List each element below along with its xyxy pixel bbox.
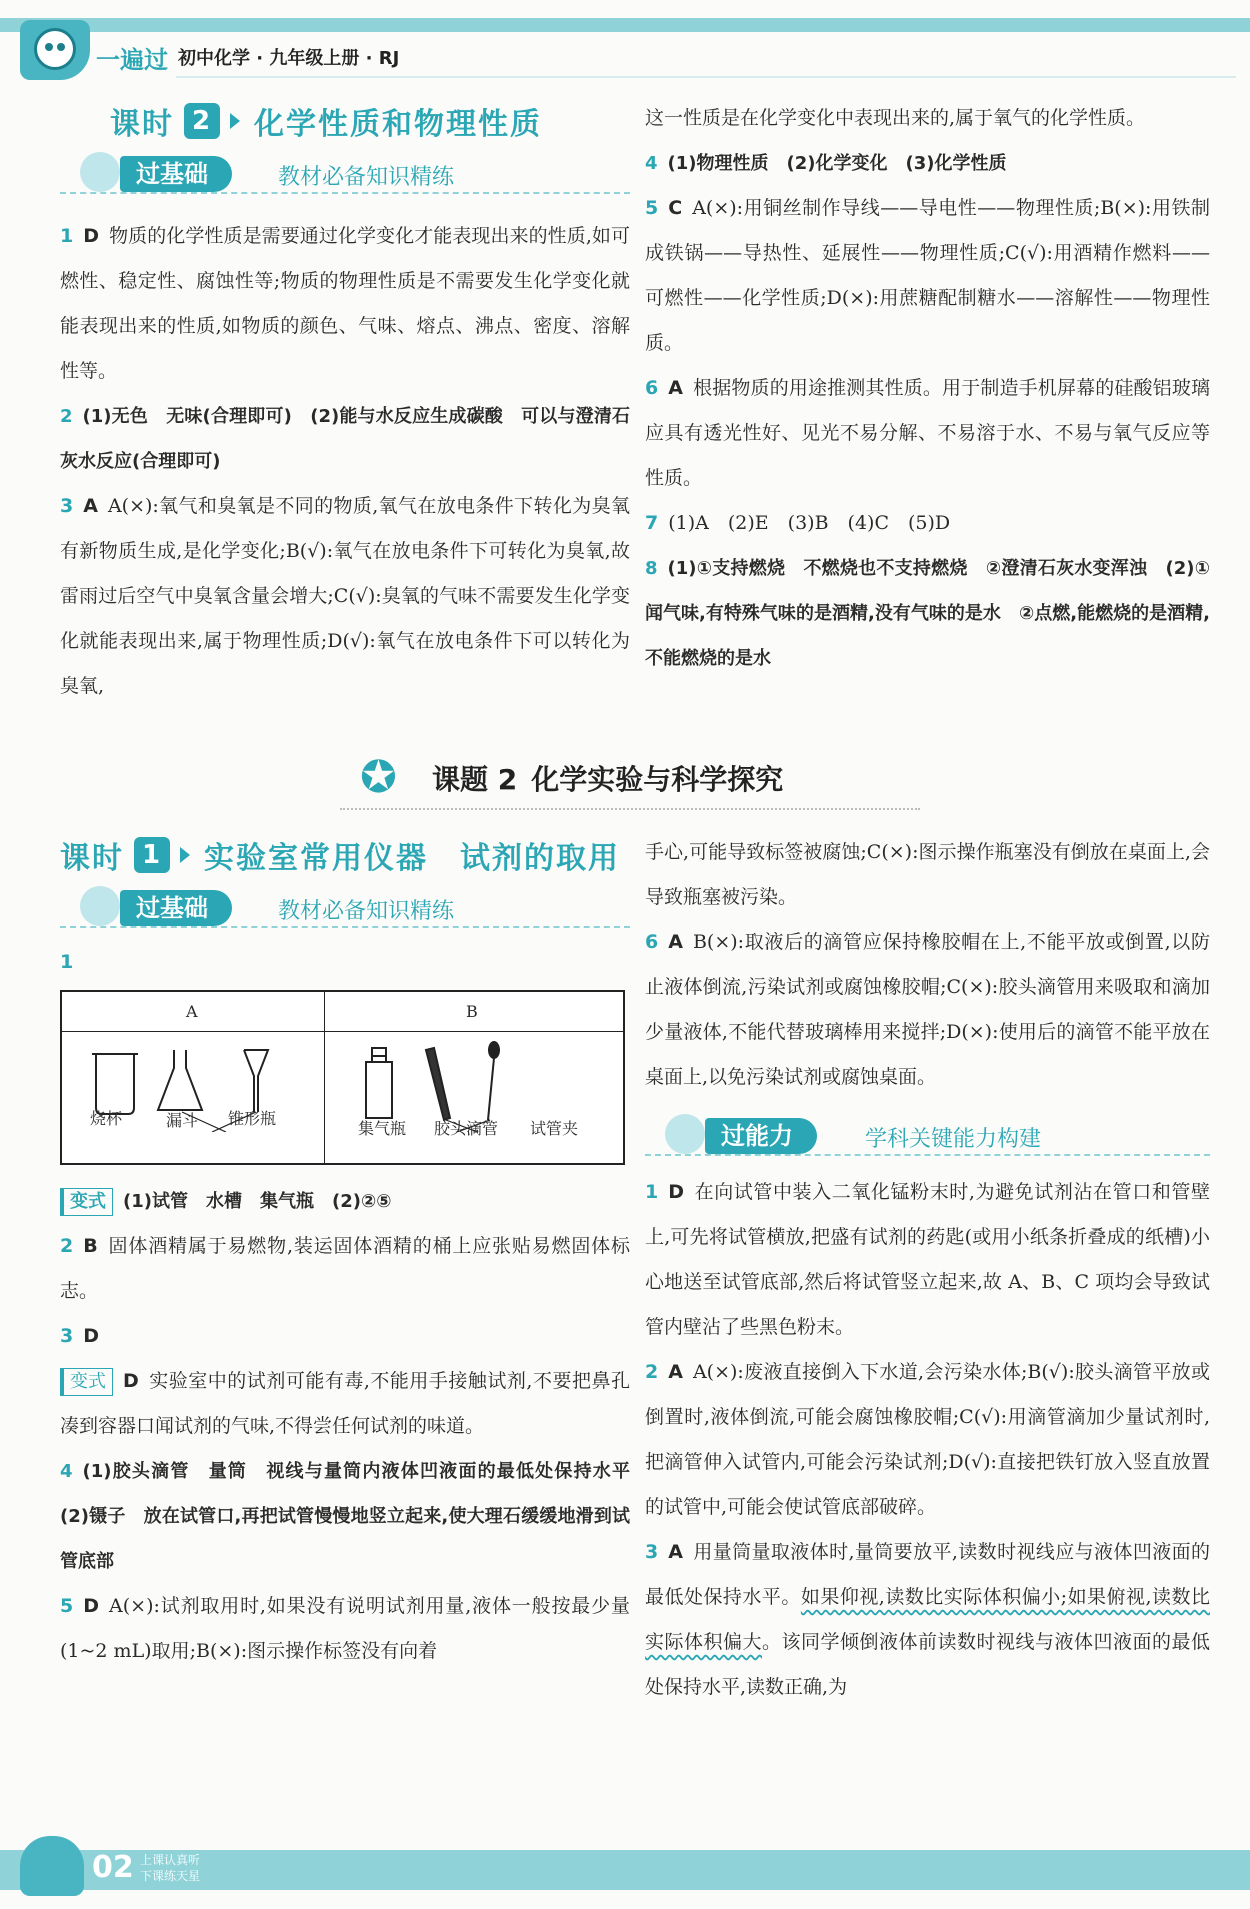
item-number: 4 [645, 153, 658, 174]
figure-label: 漏斗 [166, 1111, 199, 1130]
item-text: 。该同学倾倒液体前读数时视线与液体凹液面的最低处保持水平,读数正确,为 [645, 1631, 1210, 1698]
answer-item [60, 1449, 648, 1584]
item-text: A(×):用铜丝制作导线——导电性——物理性质;B(×):用铁制成铁锅——导热性、延展性——物理性质;C(√):用酒精作燃料——可燃性——化学性质;D(×):用蔗糖配制糖水——溶解性——物理性质。 [645, 197, 1210, 354]
section-subtitle: 教材必备知识精练 [278, 899, 455, 924]
answer-item [60, 484, 630, 709]
section-basic [60, 886, 630, 932]
item-number: 2 [60, 406, 73, 427]
variant-tag: 变式 [60, 1188, 113, 1216]
lesson-label: 课时 [60, 841, 124, 876]
lesson2-right-column [645, 96, 1210, 681]
figure-header [62, 992, 623, 1032]
footer-mascot-icon [20, 1836, 84, 1896]
lesson-title-text: 化学性质和物理性质 [254, 107, 542, 142]
section-tag: 过能力 [705, 1118, 817, 1154]
answer-item [645, 96, 1210, 141]
item-text: (1)物理性质 (2)化学变化 (3)化学性质 [667, 153, 1007, 174]
item-number: 2 [645, 1361, 659, 1383]
item-text: A(×):试剂取用时,如果没有说明试剂用量,液体一般按最少量(1~2 mL)取用;B(×):图示操作标签没有向着 [60, 1595, 630, 1662]
lesson-number: 2 [184, 103, 220, 139]
answer-item [645, 501, 1210, 546]
item-text: (1)试管 水槽 集气瓶 (2)②⑤ [123, 1191, 392, 1212]
item-text: A(×):氧气和臭氧是不同的物质,氧气在放电条件下转化为臭氧有新物质生成,是化学变化;B(√):氧气在放电条件下可转化为臭氧,故雷雨过后空气中臭氧含量会增大;C(√):臭氧的气味不需要发生化学变化就能表现出来,属于物理性质;D(√):氧气在放电条件下可以转化为臭氧, [60, 495, 630, 697]
answer-item [645, 1350, 1210, 1530]
lesson1-right-column [645, 830, 1210, 1710]
arrow-icon [180, 847, 190, 863]
item-text: 固体酒精属于易燃物,装运固体酒精的桶上应张贴易燃固体标志。 [60, 1235, 630, 1302]
item-text: (1)无色 无味(合理即可) (2)能与水反应生成碳酸 可以与澄清石灰水反应(合理即可) [60, 406, 630, 472]
item-text: A(×):废液直接倒入下水道,会污染水体;B(√):胶头滴管平放或倒置时,液体倒流,可能会腐蚀橡胶帽;C(√):用滴管滴加少量试剂时,把滴管伸入试管内,可能会污染试剂;D(√):直接把铁钉放入竖直放置的试管中,可能会使试管底部破碎。 [645, 1361, 1210, 1518]
answer-item [60, 942, 630, 982]
figure-label: 锥形瓶 [228, 1109, 277, 1128]
lesson2-left-column [60, 96, 630, 709]
answer-item [645, 920, 1210, 1100]
page-header [0, 14, 1250, 74]
item-text: B(×):取液后的滴管应保持橡胶帽在上,不能平放或倒置,以防止液体倒流,污染试剂或腐蚀橡胶帽;C(×):胶头滴管用来吸取和滴加少量液体,不能代替玻璃棒用来搅拌;D(×):使用后的滴管不能平放在桌面上,以免污染试剂或腐蚀桌面。 [645, 931, 1210, 1088]
lesson2-title [110, 96, 630, 146]
star-mascot-icon: ✪ [360, 752, 397, 803]
item-answer: A [668, 931, 683, 953]
funnel-icon [244, 1050, 268, 1112]
section-divider [60, 926, 630, 928]
answer-item [60, 394, 630, 484]
item-number: 8 [645, 558, 658, 579]
item-answer: D [83, 1325, 100, 1347]
item-number: 5 [60, 1595, 74, 1617]
arrow-icon [230, 113, 240, 129]
item-text: 在向试管中装入二氧化锰粉末时,为避免试剂沾在管口和管壁上,可先将试管横放,把盛有试剂的药匙(或用小纸条折叠成的纸槽)小心地送至试管底部,然后将试管竖立起来,故 A、B、C 项均会导致试管内壁沾了些黑色粉末。 [645, 1181, 1210, 1338]
figure-col-b: B [466, 1002, 478, 1021]
item-text: 根据物质的用途推测其性质。用于制造手机屏幕的硅酸铝玻璃应具有透光性好、见光不易分解、不易溶于水、不易与氧气反应等性质。 [645, 377, 1210, 489]
item-answer: D [123, 1370, 139, 1392]
item-number: 6 [645, 931, 659, 953]
answer-item [645, 1530, 1210, 1710]
highlighted-text: 如果仰视,读数比实际体积偏小;如果俯视,读数比实际体积偏大 [645, 1586, 1210, 1653]
section-ability [645, 1114, 1210, 1160]
topic-label: 课题 2 [432, 763, 518, 796]
topic-divider [340, 808, 920, 812]
item-number: 3 [645, 1541, 659, 1563]
footer-slogan: 上课认真听 下课练天星 [140, 1853, 201, 1883]
figure-label: 胶头滴管 [434, 1119, 499, 1138]
topic-title: 化学实验与科学探究 [531, 763, 784, 796]
item-answer: A [668, 1361, 683, 1383]
item-text: 用量筒量取液体时,量筒要放平,读数时视线应与液体凹液面的最低处保持水平。 [645, 1541, 1210, 1608]
section-divider [60, 192, 630, 194]
dropper-icon [488, 1042, 499, 1120]
variant-answer [60, 1179, 630, 1224]
item-answer: D [83, 225, 100, 247]
book-info: 初中化学 · 九年级上册 · RJ [178, 48, 400, 69]
item-answer: D [83, 1595, 100, 1617]
answer-item [645, 830, 1210, 920]
answer-item [645, 141, 1210, 186]
item-number: 1 [60, 951, 74, 973]
item-answer: B [83, 1235, 98, 1257]
mascot-icon [665, 1114, 705, 1154]
item-text: 这一性质是在化学变化中表现出来的,属于氧气的化学性质。 [645, 107, 1146, 129]
section-tag: 过基础 [120, 156, 232, 192]
section-tag: 过基础 [120, 890, 232, 926]
item-answer: D [668, 1181, 685, 1203]
lesson-number: 1 [134, 837, 170, 873]
topic-heading [360, 748, 920, 808]
variant-tag: 变式 [60, 1368, 113, 1396]
item-number: 1 [645, 1181, 659, 1203]
figure-label: 集气瓶 [358, 1119, 407, 1138]
answer-item [60, 1224, 630, 1314]
item-number: 1 [60, 225, 74, 247]
answer-item [645, 366, 1210, 501]
gas-bottle-icon [366, 1048, 392, 1118]
item-answer: A [668, 377, 683, 399]
item-text: (1)①支持燃烧 不燃烧也不支持燃烧 ②澄清石灰水变浑浊 (2)①闻气味,有特殊气味的是酒精,没有气味的是水 ②点燃,能燃烧的是酒精,不能燃烧的是水 [645, 558, 1210, 669]
variant-answer [60, 1359, 630, 1449]
lesson-label: 课时 [110, 107, 174, 142]
header-divider [176, 76, 1236, 78]
answer-item [645, 1170, 1210, 1350]
section-divider [645, 1154, 1210, 1156]
figure-col-a: A [186, 1002, 198, 1021]
figure-label: 试管夹 [530, 1119, 579, 1138]
item-answer: A [668, 1541, 683, 1563]
item-number: 7 [645, 512, 659, 534]
item-text: 实验室中的试剂可能有毒,不能用手接触试剂,不要把鼻孔凑到容器口闻试剂的气味,不得尝任何试剂的味道。 [60, 1370, 630, 1437]
beaker-icon [92, 1054, 138, 1114]
section-subtitle: 学科关键能力构建 [865, 1127, 1042, 1152]
header-stripe [0, 18, 1250, 32]
mascot-logo [20, 20, 90, 80]
section-subtitle: 教材必备知识精练 [278, 165, 455, 190]
mascot-icon [80, 886, 120, 926]
item-text: 物质的化学性质是需要通过化学变化才能表现出来的性质,如可燃性、稳定性、腐蚀性等;物质的物理性质是不需要发生化学变化就能表现出来的性质,如物质的颜色、气味、熔点、沸点、密度、溶解性等。 [60, 225, 630, 382]
page-number: 02 [92, 1850, 134, 1885]
answer-item [60, 1314, 630, 1359]
item-number: 4 [60, 1461, 73, 1482]
item-number: 6 [645, 377, 659, 399]
instrument-figure [60, 990, 625, 1165]
item-number: 2 [60, 1235, 74, 1257]
item-answer: A [83, 495, 98, 517]
item-number: 3 [60, 1325, 74, 1347]
answer-item [60, 1584, 630, 1674]
item-number: 3 [60, 495, 74, 517]
section-basic [60, 152, 630, 198]
answer-item [645, 186, 1210, 366]
mascot-face-icon [34, 28, 76, 70]
conical-flask-icon [158, 1050, 202, 1110]
tube-clamp-icon [426, 1048, 450, 1120]
item-text: (1)胶头滴管 量筒 视线与量筒内液体凹液面的最低处保持水平 (2)镊子 放在试管口,再把试管慢慢地竖立起来,使大理石缓缓地滑到试管底部 [60, 1461, 648, 1572]
brand-name: 一遍过 [96, 46, 168, 74]
item-number: 5 [645, 197, 659, 219]
mascot-icon [80, 152, 120, 192]
item-text: (1)A (2)E (3)B (4)C (5)D [668, 512, 951, 534]
figure-label: 烧杯 [90, 1109, 123, 1128]
lesson1-title [60, 830, 630, 880]
item-text: 手心,可能导致标签被腐蚀;C(×):图示操作瓶塞没有倒放在桌面上,会导致瓶塞被污染。 [645, 841, 1210, 908]
answer-item [645, 546, 1210, 681]
item-answer: C [668, 197, 683, 219]
lesson-title-text: 实验室常用仪器 试剂的取用 [204, 841, 620, 876]
answer-item [60, 214, 630, 394]
lesson1-left-column [60, 830, 648, 1674]
